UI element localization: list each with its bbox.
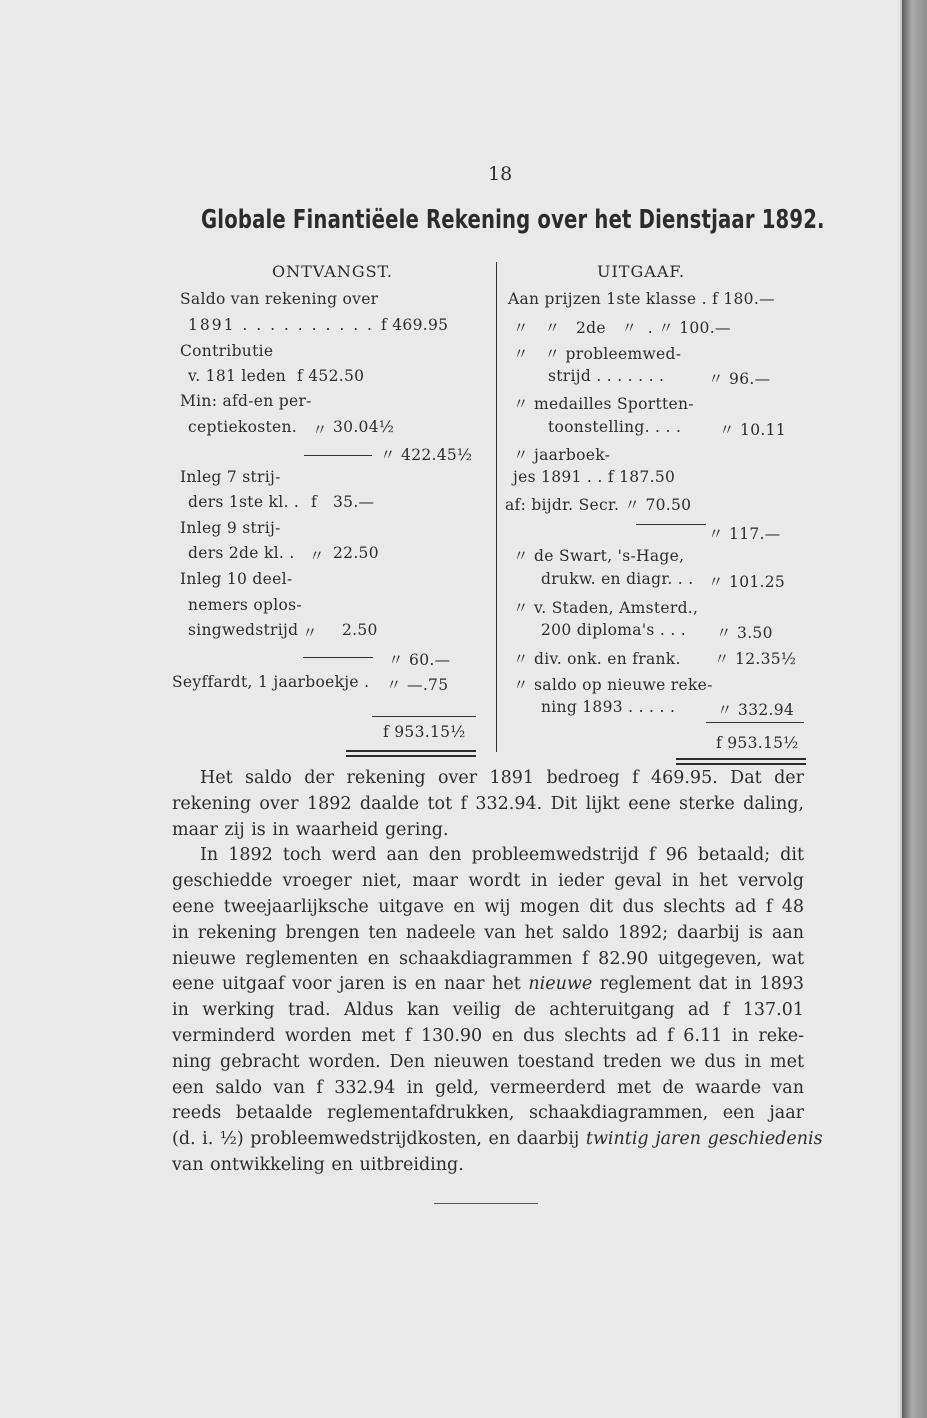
text-line: reeds betaalde reglementafdrukken, schaakdiagrammen, een jaar	[172, 1103, 804, 1124]
ontvangst-line: ders 2de kl. .	[188, 544, 295, 562]
ontvangst-line: ders 1ste kl. .	[188, 493, 300, 511]
uitgaaf-line: 〃 medailles Sportten-	[513, 395, 694, 413]
ontvangst-line: Inleg 7 strij-	[180, 468, 281, 486]
uitgaaf-line: ning 1893 . . . . .	[541, 698, 676, 716]
uitgaaf-line: Aan prijzen 1ste klasse . f 180.—	[508, 290, 775, 308]
ontvangst-amount: 〃 —.75	[386, 676, 449, 694]
ontvangst-subtotal: 〃 60.—	[388, 651, 451, 669]
text-line: Het saldo der rekening over 1891 bedroeg f 469.95. Dat der	[200, 768, 804, 788]
uitgaaf-amount: 〃 3.50	[716, 624, 773, 642]
text-segment: (d. i. ½) probleemwedstrijdkosten, en daarbij	[172, 1129, 580, 1150]
ontvangst-subtotal: 〃 422.45½	[380, 446, 473, 464]
uitgaaf-line: drukw. en diagr. . .	[541, 570, 694, 588]
sum-rule	[303, 657, 373, 658]
ontvangst-line: Contributie	[180, 342, 274, 360]
uitgaaf-line: af: bijdr. Secr. 〃 70.50	[505, 496, 692, 514]
uitgaaf-line: toonstelling. . . .	[548, 418, 682, 436]
text-line: een saldo van f 332.94 in geld, vermeerderd met de waarde van	[172, 1077, 804, 1098]
uitgaaf-line: 〃 jaarboek-	[513, 446, 611, 464]
book-edge	[902, 0, 927, 1418]
ontvangst-line: Saldo van rekening over	[180, 290, 379, 308]
ontvangst-line: ceptiekosten.	[188, 418, 298, 436]
uitgaaf-amount: 〃 96.—	[708, 370, 771, 388]
text-line: geschiedde vroeger niet, maar wordt in ieder geval in het vervolg	[172, 871, 804, 892]
text-segment: eene uitgaaf voor jaren is en naar het	[172, 974, 521, 995]
total-rule	[706, 722, 804, 723]
uitgaaf-line: 〃 de Swart, 's-Hage,	[513, 547, 685, 565]
ditto-mark: 〃	[309, 547, 325, 565]
double-rule	[346, 755, 476, 757]
currency-mark: f	[311, 493, 318, 511]
ontvangst-line: Inleg 9 strij-	[180, 519, 281, 537]
ditto-mark: 〃	[302, 624, 318, 642]
uitgaaf-line: jes 1891 . . f 187.50	[513, 468, 676, 486]
uitgaaf-amount: 〃 12.35½	[714, 650, 797, 668]
ontvangst-line: v. 181 leden	[188, 367, 287, 385]
ontvangst-amount: 30.04½	[333, 418, 395, 436]
uitgaaf-total: f 953.15½	[716, 734, 799, 752]
uitgaaf-heading: UITGAAF.	[597, 262, 686, 281]
total-rule	[372, 716, 476, 717]
double-rule	[346, 750, 476, 752]
text-line: ning gebracht worden. Den nieuwen toestand treden we dus in met	[172, 1051, 804, 1072]
ontvangst-line: singwedstrijd	[188, 621, 299, 639]
text-line: In 1892 toch werd aan den probleemwedstrijd f 96 betaald; dit	[200, 845, 804, 866]
text-line: verminderd worden met f 130.90 en dus slechts ad f 6.11 in reke-	[172, 1025, 804, 1046]
text-line	[172, 972, 804, 998]
text-line: nieuwe reglementen en schaakdiagrammen f 82.90 uitgegeven, wat	[172, 948, 804, 969]
uitgaaf-amount: 〃 332.94	[717, 701, 795, 719]
text-line: in werking trad. Aldus kan veilig de achteruitgang ad f 137.01	[172, 1000, 804, 1021]
ditto-mark: 〃	[312, 421, 328, 439]
uitgaaf-amount: 〃 10.11	[719, 421, 786, 439]
ontvangst-amount: 2.50	[342, 621, 378, 639]
ontvangst-heading: ONTVANGST.	[272, 262, 393, 281]
page-title: Globale Finantiëele Rekening over het Dienstjaar 1892.	[201, 205, 825, 235]
double-rule	[676, 763, 806, 765]
ontvangst-total: f 953.15½	[383, 723, 466, 741]
column-divider	[496, 262, 497, 752]
ontvangst-amount: f 469.95	[381, 316, 449, 334]
uitgaaf-line: 〃 div. onk. en frank.	[513, 650, 681, 668]
sum-rule	[636, 524, 706, 525]
ontvangst-line: 1891 . . . . . . . . . .	[188, 316, 374, 334]
uitgaaf-line: 〃 〃 probleemwed-	[513, 345, 682, 363]
double-rule	[676, 758, 806, 760]
text-line: rekening over 1892 daalde tot f 332.94. Dit lijkt eene sterke daling,	[172, 793, 804, 814]
text-line	[172, 1127, 823, 1153]
uitgaaf-line: 〃 〃 2de 〃 . 〃 100.—	[513, 319, 731, 337]
ontvangst-amount: 35.—	[333, 493, 375, 511]
ontvangst-line: Min: afd-en per-	[180, 392, 312, 410]
sum-rule	[304, 455, 372, 456]
text-line: van ontwikkeling en uitbreiding.	[172, 1154, 464, 1175]
text-line: in rekening brengen ten nadeele van het saldo 1892; daarbij is aan	[172, 922, 804, 943]
uitgaaf-line: strijd . . . . . . .	[548, 367, 665, 385]
uitgaaf-line: 〃 v. Staden, Amsterd.,	[513, 599, 699, 617]
uitgaaf-line: 200 diploma's . . .	[541, 621, 687, 639]
ontvangst-line: Seyffardt, 1 jaarboekje .	[172, 673, 370, 691]
uitgaaf-amount: 〃 101.25	[708, 573, 786, 591]
ontvangst-amount: f 452.50	[297, 367, 365, 385]
body-text	[172, 766, 823, 1179]
uitgaaf-line: 〃 saldo op nieuwe reke-	[513, 676, 713, 694]
uitgaaf-subtotal: 〃 117.—	[708, 525, 781, 543]
ontvangst-line: nemers oplos-	[188, 596, 302, 614]
page-number: 18	[488, 163, 513, 185]
ontvangst-line: Inleg 10 deel-	[180, 570, 293, 588]
italic-phrase: twintig jaren geschiedenis	[585, 1129, 823, 1150]
italic-word: nieuwe	[528, 974, 593, 995]
end-rule	[434, 1203, 538, 1204]
text-line: maar zij is in waarheid gering.	[172, 819, 449, 840]
ontvangst-amount: 22.50	[333, 544, 379, 562]
text-segment: reglement dat in 1893	[599, 974, 804, 995]
text-line: eene tweejaarlijksche uitgave en wij mogen dit dus slechts ad f 48	[172, 896, 804, 917]
